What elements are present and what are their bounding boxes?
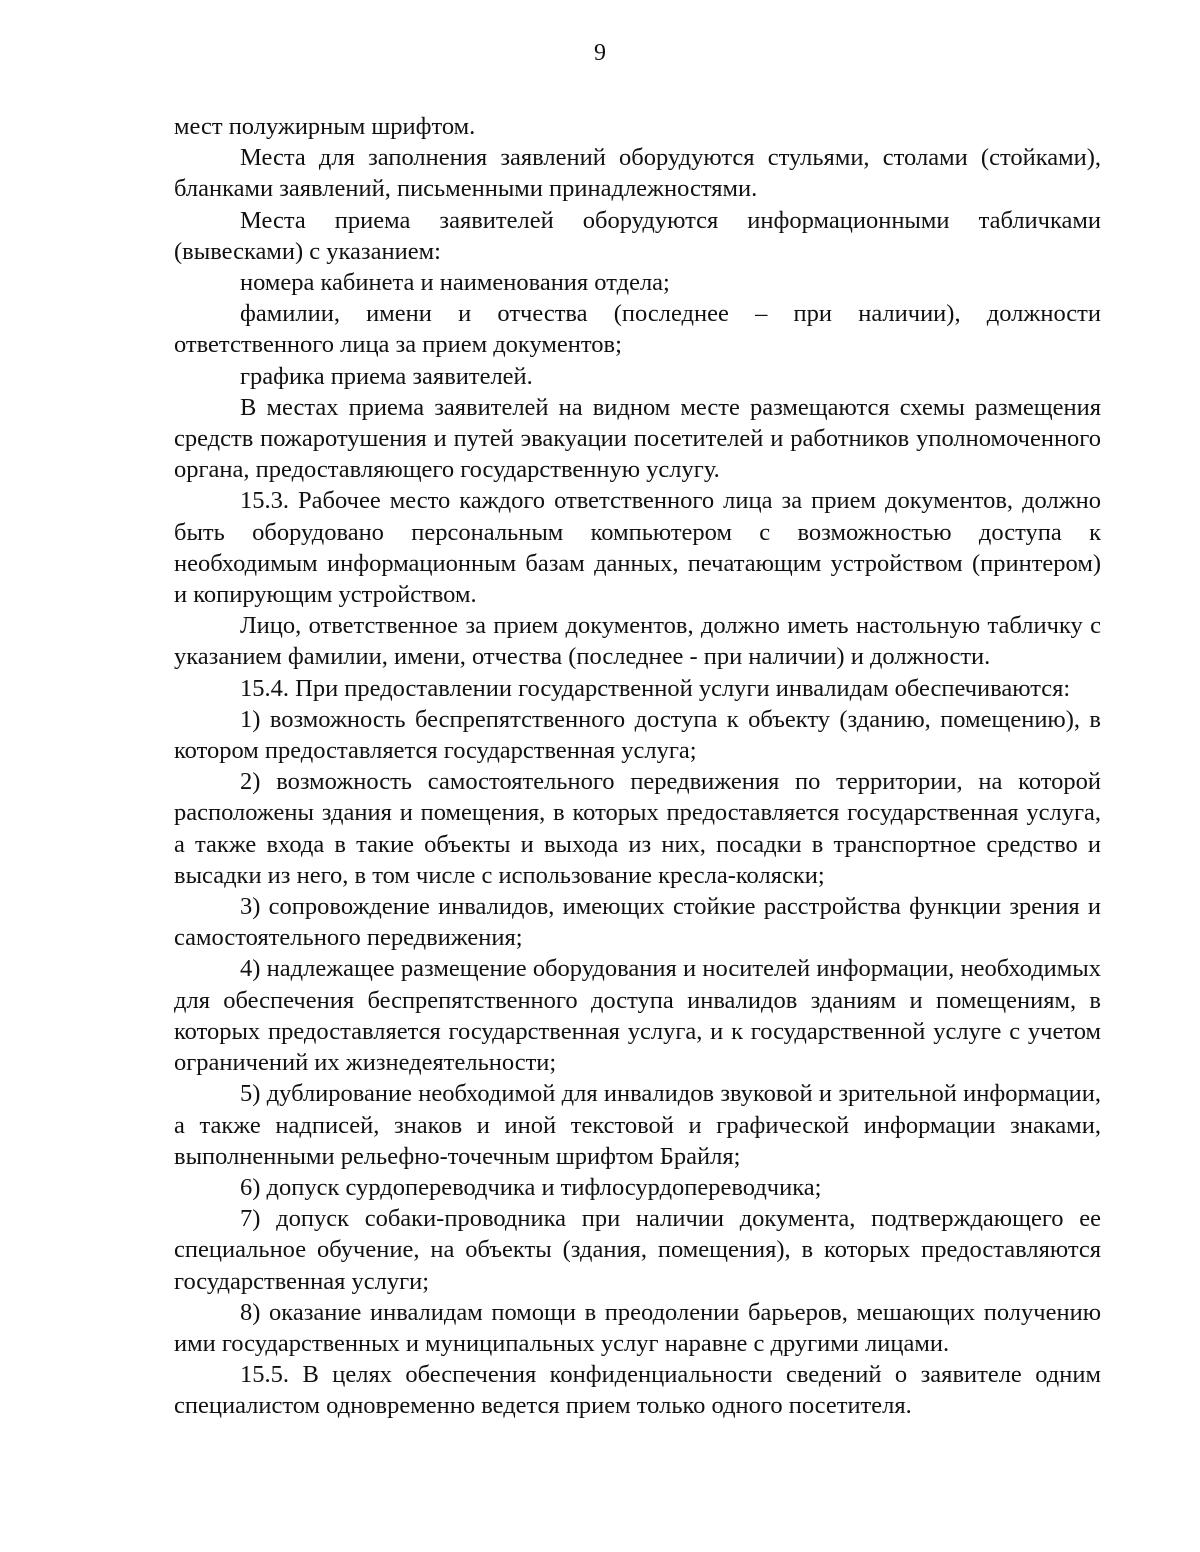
paragraph: Места для заполнения заявлений оборудуются стульями, столами (стойками), бланками заявлений, письменными принадлежностями. bbox=[174, 144, 1101, 203]
document-body bbox=[174, 111, 1101, 1422]
list-item: 6) допуск сурдопереводчика и тифлосурдопереводчика; bbox=[240, 1173, 822, 1201]
paragraph: графика приема заявителей. bbox=[240, 362, 533, 390]
paragraph: мест полужирным шрифтом. bbox=[174, 113, 476, 140]
paragraph: В местах приема заявителей на видном месте размещаются схемы размещения средств пожаротушения и путей эвакуации посетителей и работников уполномоченного органа, предоставляющего государственную услугу. bbox=[174, 393, 1101, 484]
paragraph: Лицо, ответственное за прием документов, должно иметь настольную табличку с указанием фамилии, имени, отчества (последнее - при наличии) и должности. bbox=[174, 612, 1101, 671]
page-number: 9 bbox=[594, 40, 606, 66]
list-item: 8) оказание инвалидам помощи в преодолении барьеров, мешающих получению ими государственных и муниципальных услуг наравне с другими лицами. bbox=[174, 1298, 1101, 1357]
paragraph: номера кабинета и наименования отдела; bbox=[240, 269, 670, 297]
list-item: 5) дублирование необходимой для инвалидов звуковой и зрительной информации, а также надписей, знаков и иной текстовой и графической информации знаками, выполненными рельефно-точечным шрифтом Брайля; bbox=[174, 1080, 1101, 1170]
paragraph: фамилии, имени и отчества (последнее – при наличии), должности ответственного лица за прием документов; bbox=[174, 300, 1101, 359]
list-item: 3) сопровождение инвалидов, имеющих стойкие расстройства функции зрения и самостоятельного передвижения; bbox=[174, 893, 1101, 952]
list-item: 2) возможность самостоятельного передвижения по территории, на которой расположены здания и помещения, в которых предоставляется государственная услуга, а также входа в такие объекты и выхода из них, посадки в транспортное средство и высадки из него, в том числе с использование кресла-коляски; bbox=[174, 768, 1101, 889]
section-15-3-paragraph: 15.3. Рабочее место каждого ответственного лица за прием документов, должно быть оборудовано персональным компьютером с возможностью доступа к необходимым информационным базам данных, печатающим устройством (принтером) и копирующим устройством. bbox=[174, 487, 1101, 609]
list-item: 1) возможность беспрепятственного доступа к объекту (зданию, помещению), в котором предоставляется государственная услуга; bbox=[174, 705, 1101, 765]
section-15-4-paragraph: 15.4. При предоставлении государственной услуги инвалидам обеспечиваются: bbox=[240, 674, 1071, 702]
paragraph: Места приема заявителей оборудуются информационными табличками (вывесками) с указанием: bbox=[174, 206, 1101, 265]
list-item: 4) надлежащее размещение оборудования и носителей информации, необходимых для обеспечения беспрепятственного доступа инвалидов зданиям и помещениям, в которых предоставляется государственная услуга, и к государственной услуге с учетом ограничений их жизнедеятельности; bbox=[174, 955, 1101, 1077]
list-item: 7) допуск собаки-проводника при наличии документа, подтверждающего ее специальное обучение, на объекты (здания, помещения), в которых предоставляются государственная услуги; bbox=[174, 1205, 1101, 1295]
section-15-5-paragraph: 15.5. В целях обеспечения конфиденциальности сведений о заявителе одним специалистом одновременно ведется прием только одного посетителя. bbox=[174, 1361, 1101, 1420]
